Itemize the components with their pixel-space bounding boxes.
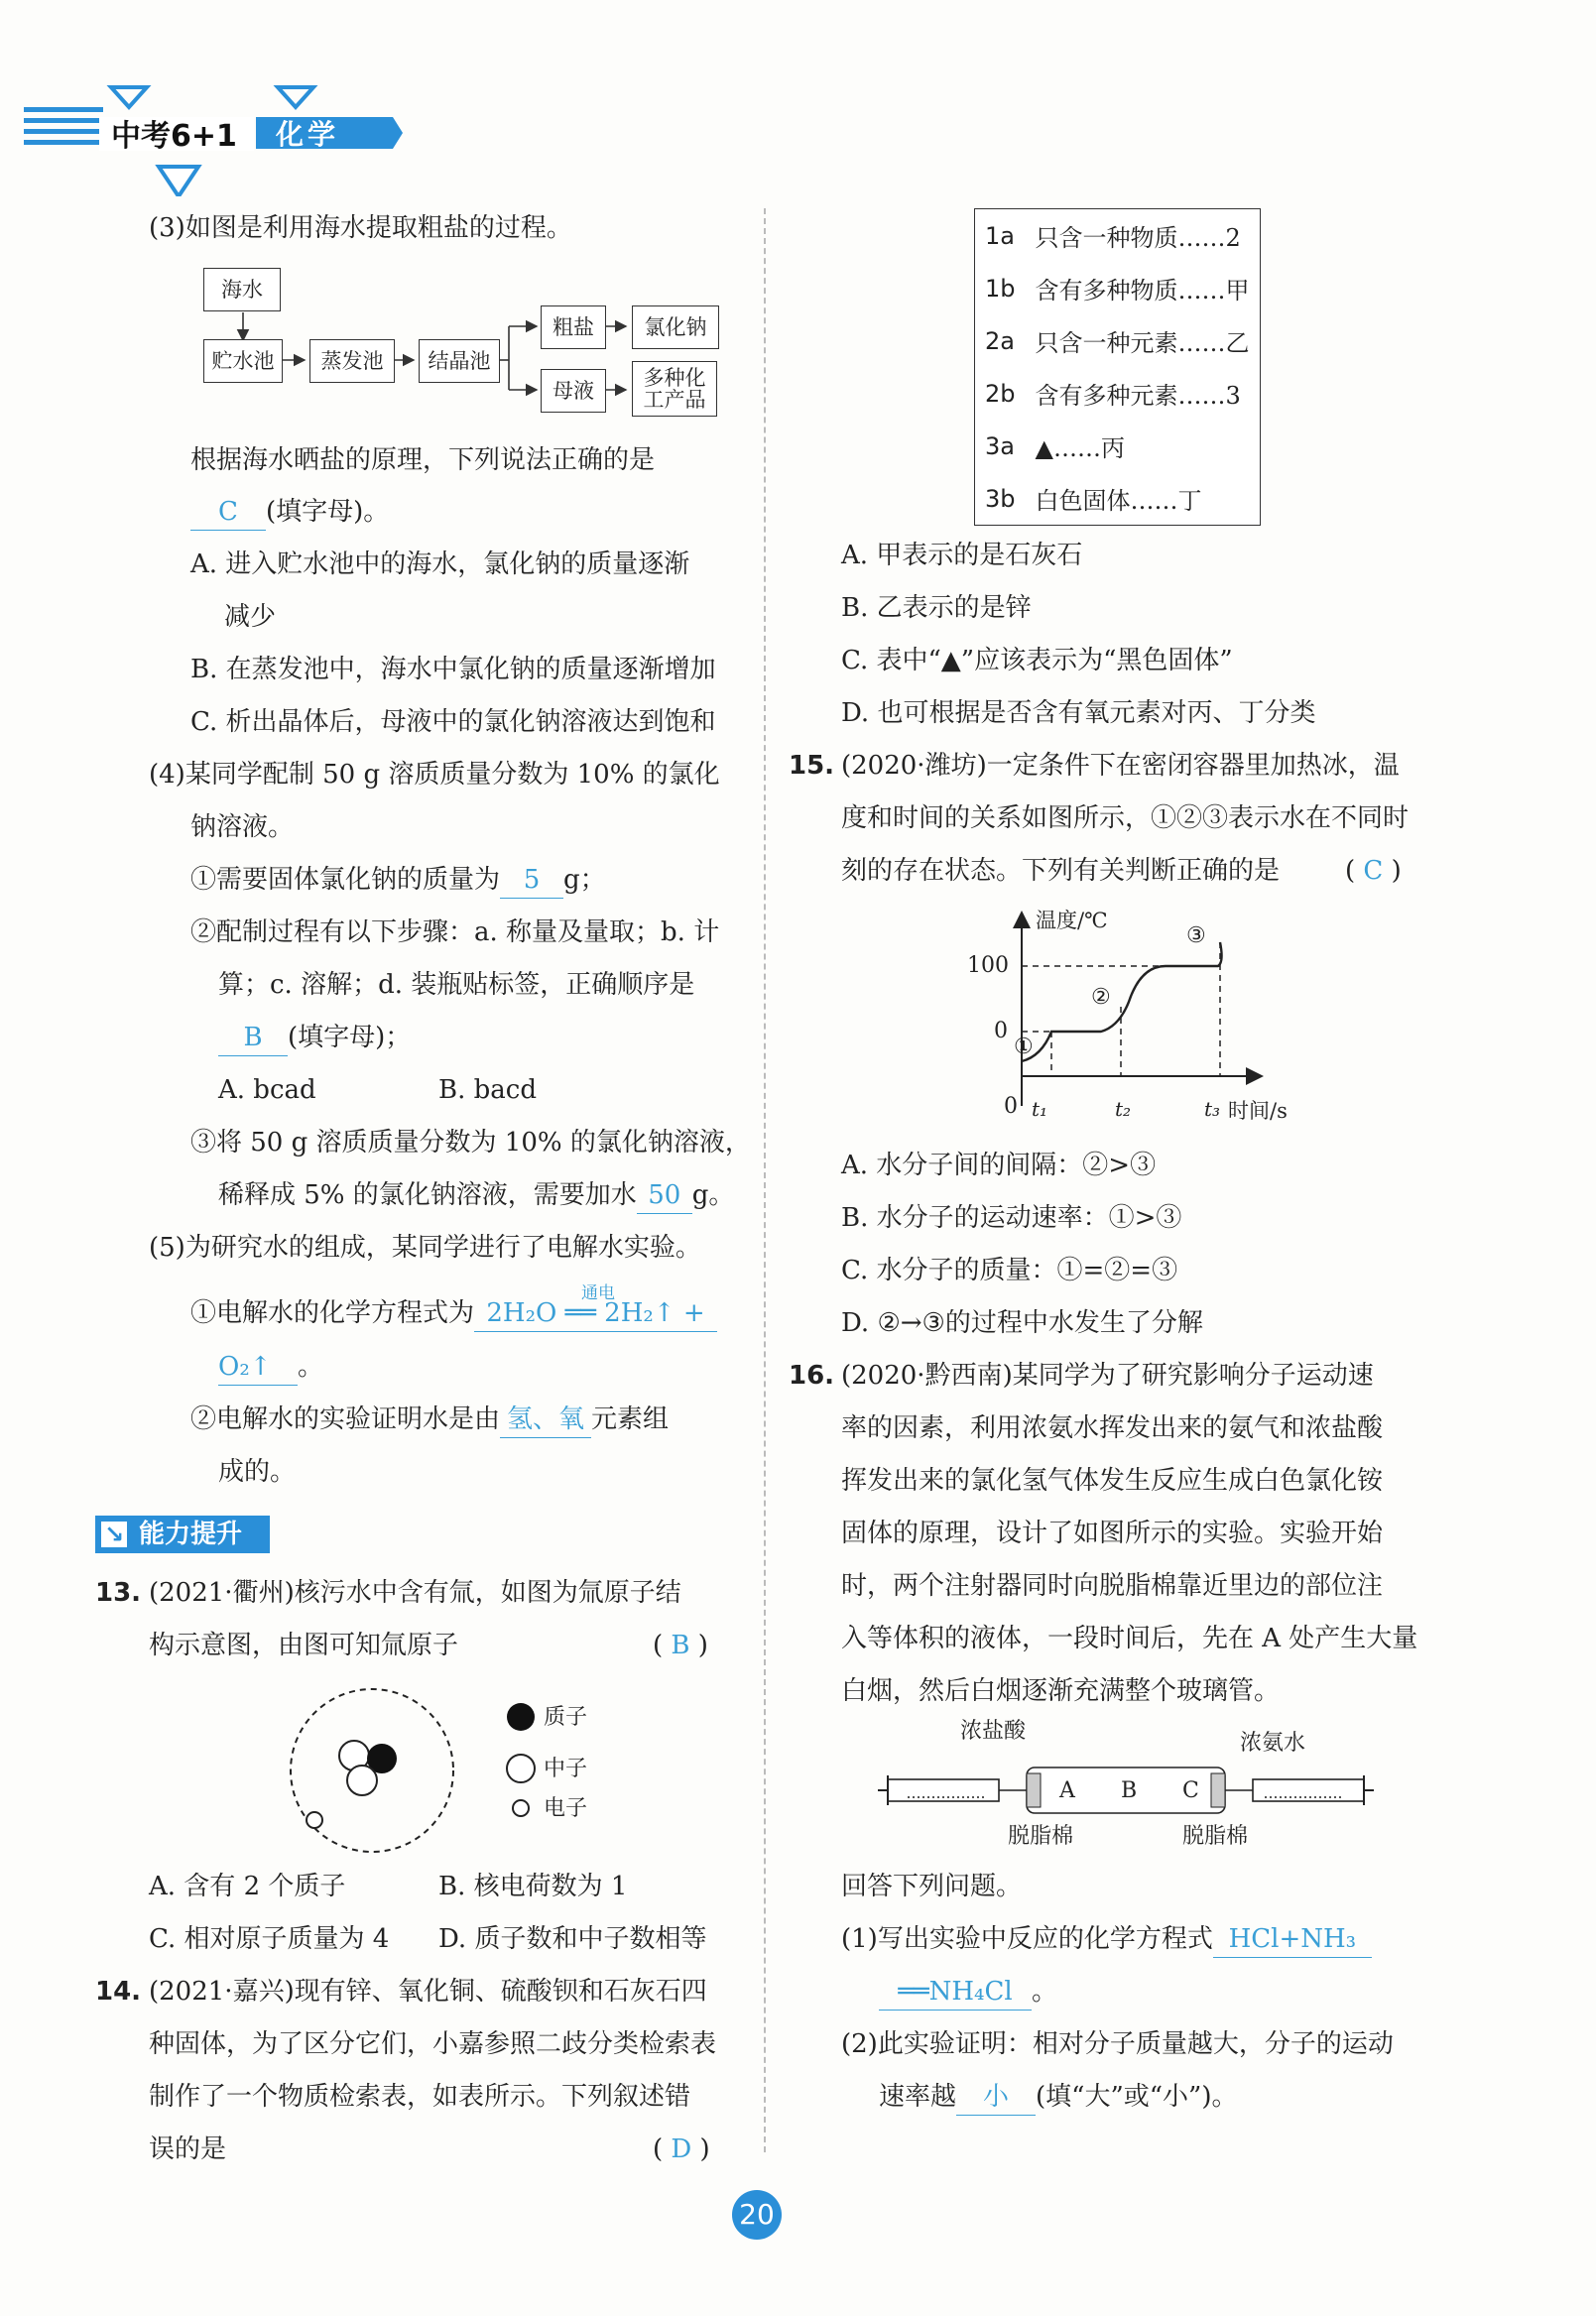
atom-diagram: [283, 1681, 679, 1860]
q4-option-b: B. bacd: [438, 1075, 537, 1105]
q16-line1: (2020·黔西南)某同学为了研究影响分子运动速: [841, 1361, 1374, 1391]
q15-option-c: C. 水分子的质量：①=②=③: [841, 1256, 1178, 1285]
q3-option-a: A. 进入贮水池中的海水，氯化钠的质量逐渐: [190, 549, 690, 579]
q15-answer: C: [1363, 856, 1384, 886]
table-desc: ▲……丙: [1035, 434, 1125, 462]
q4-step2-answer: B: [218, 1020, 288, 1056]
q5-step2: [190, 1402, 669, 1438]
q16-step2b-text: 速率越: [879, 2082, 957, 2112]
q15-option-d: D. ②→③的过程中水发生了分解: [841, 1308, 1203, 1338]
q5-step2-tail: 元素组: [591, 1404, 670, 1434]
flow-seawater: 海水: [203, 268, 281, 311]
q14-option-b: B. 乙表示的是锌: [841, 593, 1032, 623]
q5-step1-text: ①电解水的化学方程式为: [190, 1298, 475, 1328]
q4-step2-answer-line: [218, 1020, 411, 1056]
q14-answer: D: [671, 2134, 692, 2164]
table-key: 3a: [985, 431, 1015, 460]
table-key: 2b: [985, 379, 1016, 408]
q5-equation-2-line: [218, 1349, 323, 1386]
q4-step3b-text: 稀释成 5% 的氯化钠溶液，需要加水: [218, 1180, 637, 1210]
q4-line2: 钠溶液。: [190, 812, 295, 842]
q15-line2: 度和时间的关系如图所示，①②③表示水在不同时: [841, 803, 1410, 833]
q16-ask: 回答下列问题。: [841, 1872, 1023, 1901]
flow-nacl: 氯化钠: [632, 305, 719, 349]
apparatus-nh3: 浓氨水: [1240, 1731, 1306, 1756]
graph-point-2: ②: [1091, 985, 1111, 1010]
section-banner: [95, 1516, 270, 1553]
flow-products: 多种化工产品: [632, 361, 717, 417]
graph-ylabel: 温度/℃: [1036, 909, 1108, 932]
legend-neutron: 中子: [544, 1757, 588, 1781]
table-row: [975, 314, 1261, 367]
q4-step3-tail: g。: [691, 1180, 735, 1210]
table-row: [975, 472, 1261, 526]
q4-step1-text: ①需要固体氯化钠的质量为: [190, 865, 501, 895]
table-desc: 含有多种元素……3: [1035, 382, 1241, 410]
header-logo: 中考6+1: [111, 119, 237, 154]
q15-number: 15.: [789, 751, 835, 781]
q16-step2b: [879, 2079, 1237, 2116]
flow-evap: 蒸发池: [309, 339, 395, 383]
q4-step1-answer: 5: [500, 862, 563, 899]
q16-step1-tail: 。: [1032, 1977, 1058, 2007]
apparatus-cotton-right: 脱脂棉: [1182, 1824, 1249, 1849]
graph-y100: 100: [967, 953, 1009, 978]
q16-line7: 白烟，然后白烟逐渐充满整个玻璃管。: [841, 1676, 1281, 1706]
q5-step2-answer: 氢、氧: [500, 1402, 591, 1438]
q13-line2: 构示意图，由图可知氚原子: [149, 1631, 459, 1660]
graph-xlabel: 时间/s: [1228, 1099, 1288, 1123]
q5-line1: (5)为研究水的组成，某同学进行了电解水实验。: [149, 1233, 701, 1263]
q13-number: 13.: [95, 1578, 142, 1608]
q14-line4: 误的是: [149, 2134, 227, 2164]
table-desc: 含有多种物质……甲: [1035, 277, 1250, 305]
graph-t2: t₂: [1115, 1097, 1132, 1121]
graph-t1: t₁: [1032, 1097, 1048, 1121]
table-row: [975, 262, 1261, 314]
table-desc: 白色固体……丁: [1035, 487, 1202, 515]
q16-step1-text: (1)写出实验中反应的化学方程式: [841, 1924, 1213, 1954]
column-divider: [764, 208, 766, 2152]
search-table: [974, 208, 1261, 526]
table-row: [975, 420, 1261, 472]
q5-equation-2: O₂↑: [218, 1349, 298, 1386]
q14-option-a: A. 甲表示的是石灰石: [841, 541, 1083, 570]
q5-step2-text: ②电解水的实验证明水是由: [190, 1404, 501, 1434]
q4-step2a: ②配制过程有以下步骤：a. 称量及量取；b. 计: [190, 917, 720, 947]
legend-proton: 质子: [544, 1705, 588, 1730]
q4-step3a: ③将 50 g 溶质质量分数为 10% 的氯化钠溶液，: [190, 1128, 751, 1158]
q14-option-c: C. 表中“▲”应该表示为“黑色固体”: [841, 646, 1233, 675]
apparatus-cotton-left: 脱脂棉: [1008, 1824, 1074, 1849]
apparatus-a: A: [1059, 1778, 1075, 1803]
header-stripes: [24, 107, 103, 157]
q4-step3b: [218, 1177, 734, 1214]
q16-step1: [841, 1921, 1372, 1958]
flow-storage: 贮水池: [203, 339, 283, 383]
q13-option-c: C. 相对原子质量为 4: [149, 1924, 390, 1954]
q15-option-a: A. 水分子间的间隔：②>③: [841, 1151, 1157, 1180]
q4-option-a: A. bcad: [218, 1075, 316, 1105]
q13-answer-bracket: ( B ): [653, 1631, 708, 1660]
page-number: 20: [732, 2190, 782, 2240]
q16-line5: 时，两个注射器同时向脱脂棉靠近里边的部位注: [841, 1571, 1384, 1601]
section-title: 能力提升: [139, 1520, 243, 1549]
q13-answer: B: [671, 1631, 690, 1660]
table-key: 1b: [985, 274, 1016, 303]
flow-crystal: 结晶池: [419, 339, 500, 383]
q4-step1-tail: g；: [563, 865, 606, 895]
q16-step2-answer: 小: [956, 2079, 1036, 2116]
arrow-down-right-icon: ↘: [101, 1522, 127, 1547]
graph-t3: t₃: [1204, 1097, 1221, 1121]
q5-condition: 通电: [581, 1283, 616, 1303]
legend-electron: 电子: [544, 1796, 588, 1821]
table-desc: 只含一种元素……乙: [1035, 329, 1250, 357]
q4-step2-tail: (填字母)；: [288, 1023, 412, 1052]
q14-option-d: D. 也可根据是否含有氧元素对丙、丁分类: [841, 698, 1316, 728]
q13-line1: (2021·衢州)核污水中含有氚，如图为氚原子结: [149, 1578, 681, 1608]
q16-step2a: (2)此实验证明：相对分子质量越大，分子的运动: [841, 2029, 1394, 2059]
flow-mother: 母液: [541, 369, 606, 413]
q3-answer-line: [190, 494, 389, 531]
q3-intro: (3)如图是利用海水提取粗盐的过程。: [149, 213, 572, 243]
q5-step1: [190, 1283, 717, 1332]
q16-line6: 入等体积的液体，一段时间后，先在 A 处产生大量: [841, 1624, 1418, 1653]
q13-option-d: D. 质子数和中子数相等: [438, 1924, 707, 1954]
q4-step3-answer: 50: [637, 1177, 692, 1214]
q5-equation-1-text: 2H₂O ══ 2H₂↑ +: [486, 1298, 705, 1328]
table-row: [975, 367, 1261, 420]
graph-y0: 0: [994, 1019, 1008, 1043]
apparatus-hcl: 浓盐酸: [960, 1719, 1027, 1744]
q16-equation-2: ══NH₄Cl: [879, 1974, 1032, 2011]
q16-equation-2-line: [879, 1974, 1057, 2011]
q3-text1: 根据海水晒盐的原理，下列说法正确的是: [190, 445, 656, 475]
q16-line2: 率的因素，利用浓氨水挥发出来的氨气和浓盐酸: [841, 1413, 1384, 1443]
q15-answer-bracket: ( C ): [1345, 856, 1402, 886]
q4-step1: [190, 862, 606, 899]
q5-step2b: 成的。: [218, 1457, 297, 1487]
q5-eq-period: 。: [298, 1352, 324, 1382]
q14-line1: (2021·嘉兴)现有锌、氧化铜、硫酸钡和石灰石四: [149, 1977, 707, 2007]
graph-origin: 0: [1004, 1094, 1018, 1119]
graph-point-3: ③: [1186, 923, 1206, 948]
q3-option-c: C. 析出晶体后，母液中的氯化钠溶液达到饱和: [190, 707, 716, 737]
apparatus-b: B: [1121, 1778, 1138, 1803]
table-row: [975, 209, 1261, 263]
q3-option-b: B. 在蒸发池中，海水中氯化钠的质量逐渐增加: [190, 655, 716, 684]
q4-step2b: 算；c. 溶解；d. 装瓶贴标签，正确顺序是: [218, 970, 695, 1000]
q3-answer: C: [190, 494, 266, 531]
q13-option-b: B. 核电荷数为 1: [438, 1872, 628, 1901]
table-desc: 只含一种物质……2: [1035, 224, 1241, 252]
q14-number: 14.: [95, 1977, 142, 2007]
q16-line4: 固体的原理，设计了如图所示的实验。实验开始: [841, 1519, 1384, 1548]
q16-step2-tail: (填“大”或“小”)。: [1036, 2082, 1238, 2112]
q16-line3: 挥发出来的氯化氢气体发生反应生成白色氯化铵: [841, 1466, 1384, 1496]
q15-line1: (2020·潍坊)一定条件下在密闭容器里加热冰，温: [841, 751, 1400, 781]
graph-point-1: ①: [1014, 1035, 1034, 1059]
q4-line1: (4)某同学配制 50 g 溶质质量分数为 10% 的氯化: [149, 760, 720, 790]
q16-number: 16.: [789, 1361, 835, 1391]
q14-answer-bracket: ( D ): [653, 2134, 710, 2164]
q13-option-a: A. 含有 2 个质子: [149, 1872, 346, 1901]
q3-tail: (填字母)。: [266, 497, 390, 527]
header-subject: 化学: [276, 118, 340, 151]
table-key: 1a: [985, 221, 1015, 250]
table-key: 2a: [985, 326, 1015, 355]
q14-line2: 种固体，为了区分它们，小嘉参照二歧分类检索表: [149, 2029, 717, 2059]
apparatus-c: C: [1182, 1778, 1199, 1803]
q15-option-b: B. 水分子的运动速率：①>③: [841, 1203, 1182, 1233]
q16-equation-1: HCl+NH₃: [1213, 1921, 1372, 1958]
q15-line3: 刻的存在状态。下列有关判断正确的是: [841, 856, 1281, 886]
q5-equation-1: [474, 1283, 717, 1332]
table-key: 3b: [985, 484, 1016, 513]
q14-line3: 制作了一个物质检索表，如表所示。下列叙述错: [149, 2082, 691, 2112]
flow-salt: 粗盐: [541, 305, 606, 349]
q3-option-a2: 减少: [224, 602, 277, 632]
